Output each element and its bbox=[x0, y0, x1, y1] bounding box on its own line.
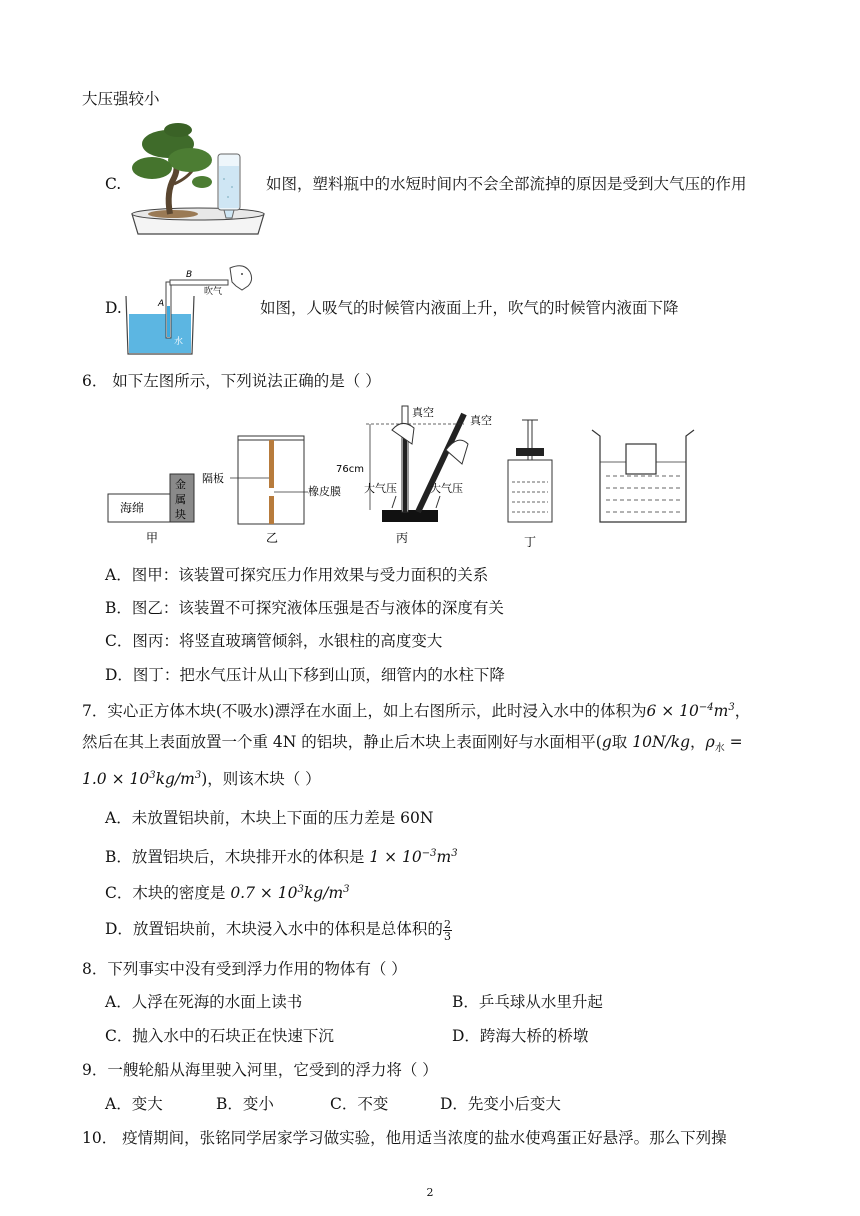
top-text: 大压强较小 bbox=[82, 90, 160, 108]
q6-stem: 6． 如下左图所示，下列说法正确的是（ ） bbox=[82, 372, 381, 390]
label-jia: 甲 bbox=[146, 531, 159, 545]
label-atm-2: 大气压 bbox=[430, 482, 463, 495]
label-b: B bbox=[186, 270, 193, 280]
label-metal-2: 属 bbox=[175, 493, 186, 506]
label-atm-1: 大气压 bbox=[364, 482, 397, 495]
q5-option-c-text: 如图，塑料瓶中的水短时间内不会全部流掉的原因是受到大气压的作用 bbox=[266, 175, 747, 193]
label-vacuum-1: 真空 bbox=[412, 406, 434, 419]
q6-option-c: C．图丙：将竖直玻璃管倾斜，水银柱的高度变大 bbox=[105, 632, 443, 650]
label-partition: 隔板 bbox=[202, 472, 224, 485]
q6-figure bbox=[96, 400, 696, 550]
label-76cm: 76cm bbox=[336, 464, 364, 475]
q9-option-d: D．先变小后变大 bbox=[440, 1095, 561, 1113]
q7-option-b: B．放置铝块后，木块排开水的体积是 $1 \times 10^{-3}m^3$ bbox=[105, 848, 458, 867]
label-metal-3: 块 bbox=[175, 508, 186, 521]
q6-option-d: D．图丁：把水气压计从山下移到山顶，细管内的水柱下降 bbox=[105, 666, 505, 684]
q7-line-1: 7．实心正方体木块(不吸水)漂浮在水面上，如上右图所示，此时浸入水中的体积为$6 \times 10^{-4}m^3$， bbox=[82, 702, 751, 721]
q8-option-a: A．人浮在死海的水面上读书 bbox=[105, 993, 303, 1011]
q7-option-d: D．放置铝块前，木块浸入水中的体积是总体积的 $\frac{2}{3}$ bbox=[105, 917, 451, 943]
label-membrane: 橡皮膜 bbox=[308, 485, 341, 498]
page-number: 2 bbox=[426, 1186, 434, 1199]
label-yi: 乙 bbox=[266, 531, 279, 545]
label-blow: 吹气 bbox=[204, 287, 223, 297]
bonsai-bottle-figure bbox=[128, 122, 268, 244]
label-ding: 丁 bbox=[524, 535, 537, 549]
q7-line-2: 然后在其上表面放置一个重 4N 的铝块，静止后木块上表面刚好与水面相平(g取 10N/kg，$\rho_水$ = bbox=[82, 733, 743, 755]
label-water: 水 bbox=[174, 337, 184, 347]
q7-line-3: $1.0 \times 10^3kg/m^3$)，则该木块（ ） bbox=[82, 770, 321, 789]
q5-option-d-label: D. bbox=[105, 299, 122, 317]
q5-option-d-text: 如图，人吸气的时候管内液面上升，吹气的时候管内液面下降 bbox=[260, 299, 679, 317]
q6-option-b: B．图乙：该装置不可探究液体压强是否与液体的深度有关 bbox=[105, 599, 504, 617]
q9-option-b: B．变小 bbox=[216, 1095, 274, 1113]
straw-beaker-figure bbox=[120, 262, 260, 358]
label-bing: 丙 bbox=[396, 531, 409, 545]
q7-option-a: A．未放置铝块前，木块上下面的压力差是 60N bbox=[105, 809, 434, 827]
q9-stem: 9．一艘轮船从海里驶入河里，它受到的浮力将（ ） bbox=[82, 1061, 438, 1079]
label-metal-1: 金 bbox=[175, 478, 186, 491]
q9-option-c: C．不变 bbox=[330, 1095, 389, 1113]
label-vacuum-2: 真空 bbox=[470, 414, 492, 427]
fraction-two-thirds: $\frac{2}{3}$ bbox=[443, 917, 451, 943]
q6-option-a: A．图甲：该装置可探究压力作用效果与受力面积的关系 bbox=[105, 566, 489, 584]
label-sponge: 海绵 bbox=[120, 501, 145, 515]
q10-stem: 10． 疫情期间，张铭同学居家学习做实验，他用适当浓度的盐水使鸡蛋正好悬浮。那么下列操 bbox=[82, 1129, 727, 1147]
q9-option-a: A．变大 bbox=[105, 1095, 163, 1113]
q8-option-c: C．抛入水中的石块正在快速下沉 bbox=[105, 1027, 334, 1045]
q5-option-c-label: C. bbox=[105, 175, 122, 193]
q7-option-c: C．木块的密度是 $0.7 \times 10^3kg/m^3$ bbox=[105, 884, 350, 903]
label-a: A bbox=[158, 299, 165, 309]
q8-option-b: B．乒乓球从水里升起 bbox=[452, 993, 603, 1011]
q8-option-d: D．跨海大桥的桥墩 bbox=[452, 1027, 589, 1045]
q8-stem: 8．下列事实中没有受到浮力作用的物体有（ ） bbox=[82, 960, 407, 978]
